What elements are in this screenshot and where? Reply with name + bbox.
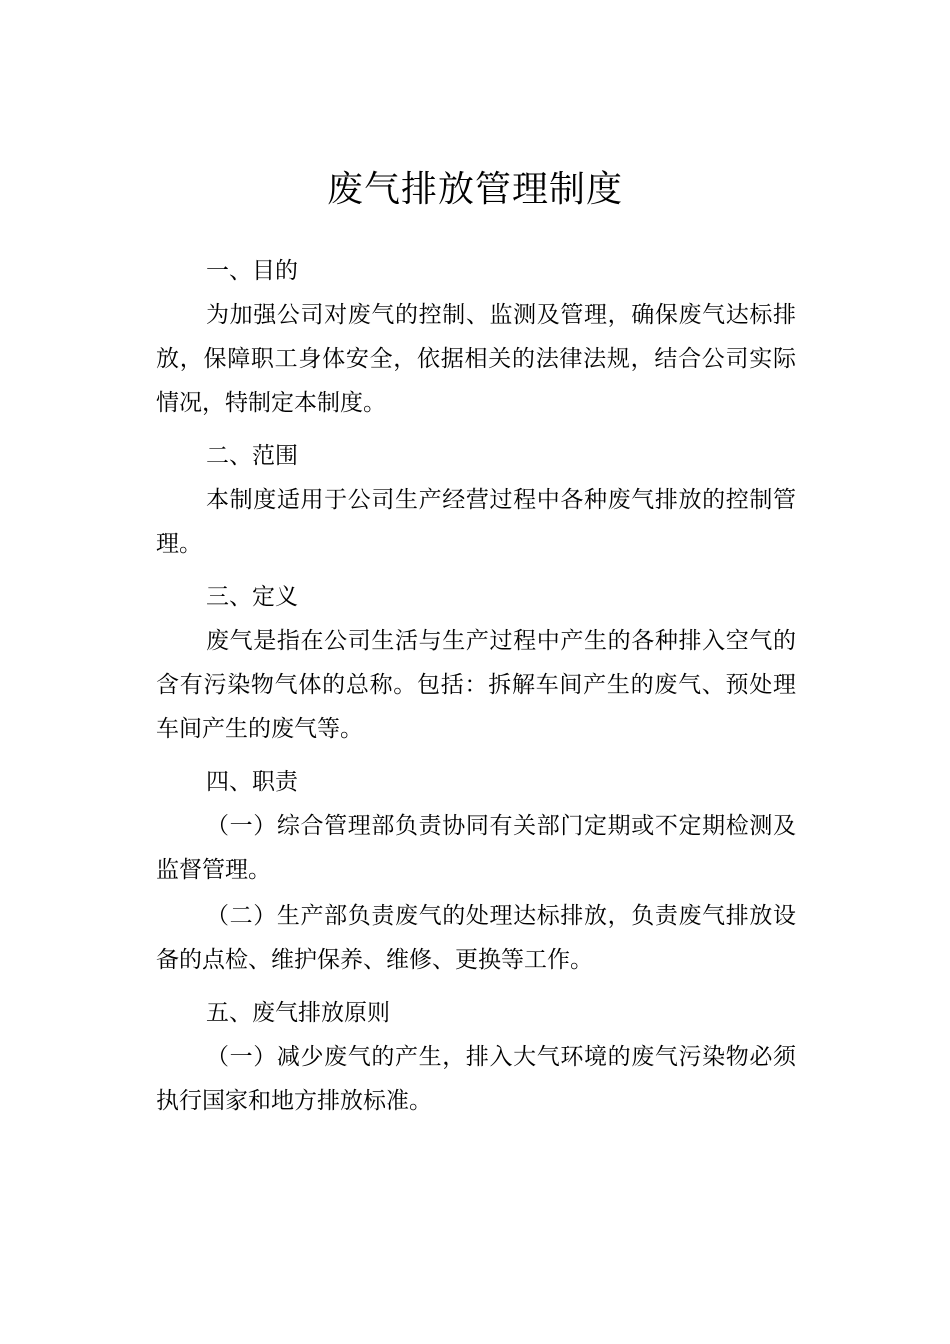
document-body xyxy=(156,249,796,1123)
section-definition xyxy=(156,575,796,751)
section-heading: 二、范围 xyxy=(206,443,298,469)
document-title: 废气排放管理制度 xyxy=(326,169,623,210)
section-heading: 一、目的 xyxy=(206,258,298,284)
section-heading: 三、定义 xyxy=(206,584,298,610)
section-heading: 五、废气排放原则 xyxy=(206,1000,390,1026)
section-paragraph: （二）生产部负责废气的处理达标排放，负责废气排放设备的点检、维护保养、维修、更换等工作。 xyxy=(156,903,796,973)
section-responsibilities xyxy=(156,760,796,982)
section-emission-principles xyxy=(156,991,796,1123)
section-paragraph: 废气是指在公司生活与生产过程中产生的各种排入空气的含有污染物气体的总称。包括：拆解车间产生的废气、预处理车间产生的废气等。 xyxy=(156,628,796,742)
section-paragraph: （一）减少废气的产生，排入大气环境的废气污染物必须执行国家和地方排放标准。 xyxy=(156,1044,796,1114)
section-scope xyxy=(156,434,796,566)
section-paragraph: 为加强公司对废气的控制、监测及管理，确保废气达标排放，保障职工身体安全，依据相关的法律法规，结合公司实际情况，特制定本制度。 xyxy=(156,302,796,416)
section-paragraph: 本制度适用于公司生产经营过程中各种废气排放的控制管理。 xyxy=(156,487,796,557)
section-purpose xyxy=(156,249,796,425)
section-heading: 四、职责 xyxy=(206,769,298,795)
section-paragraph: （一）综合管理部负责协同有关部门定期或不定期检测及监督管理。 xyxy=(156,813,796,883)
